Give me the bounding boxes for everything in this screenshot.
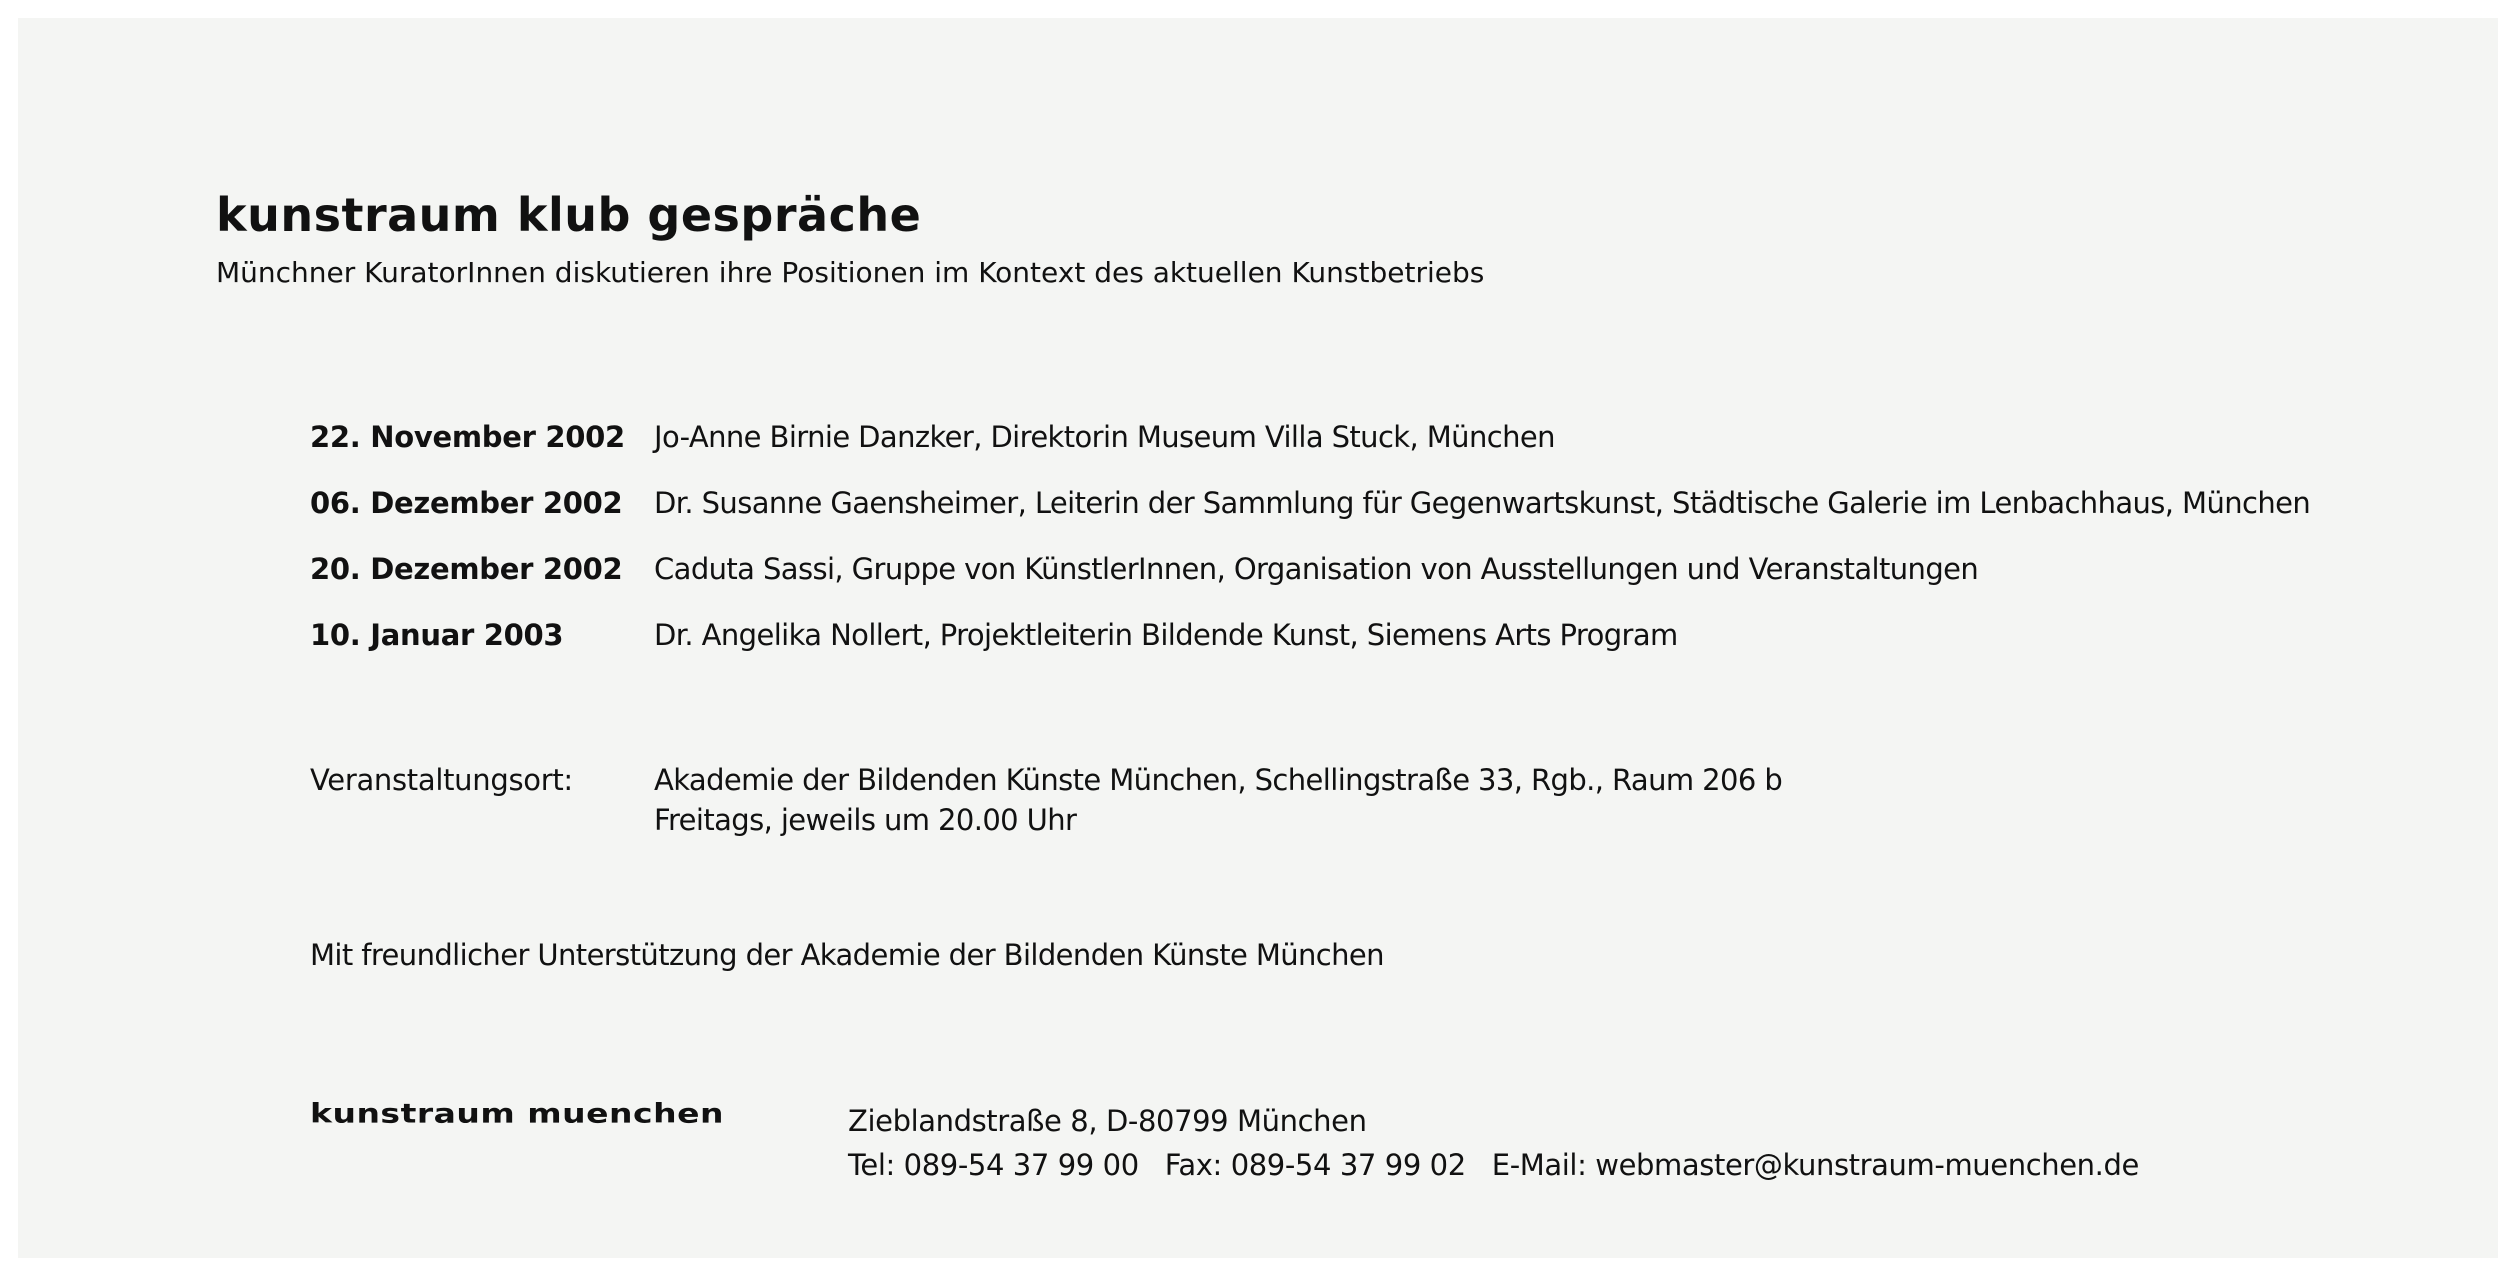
event-speaker: Dr. Angelika Nollert, Projektleiterin Bildende Kunst, Siemens Arts Program: [654, 618, 1678, 652]
venue-time: Freitags, jeweils um 20.00 Uhr: [654, 803, 1077, 837]
footer-contact: [848, 1148, 2139, 1182]
kunstraum-logo: kunstraum muenchen: [310, 1097, 724, 1129]
invitation-card: [18, 18, 2498, 1258]
page-title: kunstraum klub gespräche: [216, 188, 922, 242]
footer-fax: Fax: 089-54 37 99 02: [1164, 1148, 1466, 1182]
footer-email: E-Mail: webmaster@kunstraum-muenchen.de: [1491, 1148, 2139, 1182]
page-subtitle: Münchner KuratorInnen diskutieren ihre Positionen im Kontext des aktuellen Kunstbetriebs: [216, 256, 1485, 289]
event-speaker: Caduta Sassi, Gruppe von KünstlerInnen, Organisation von Ausstellungen und Veranstaltungen: [654, 552, 1979, 586]
event-row: [310, 618, 2410, 662]
footer-address: Zieblandstraße 8, D-80799 München: [848, 1104, 1367, 1138]
event-row: [310, 552, 2410, 596]
event-date: 20. Dezember 2002: [310, 552, 623, 586]
event-row: [310, 486, 2410, 530]
venue-label: Veranstaltungsort:: [310, 763, 573, 797]
event-row: [310, 420, 2410, 464]
event-date: 22. November 2002: [310, 420, 625, 454]
event-date: 06. Dezember 2002: [310, 486, 623, 520]
event-speaker: Jo-Anne Birnie Danzker, Direktorin Museum Villa Stuck, München: [654, 420, 1555, 454]
support-note: Mit freundlicher Unterstützung der Akademie der Bildenden Künste München: [310, 938, 1384, 972]
event-date: 10. Januar 2003: [310, 618, 564, 652]
venue-address: Akademie der Bildenden Künste München, Schellingstraße 33, Rgb., Raum 206 b: [654, 763, 1783, 797]
footer-tel: Tel: 089-54 37 99 00: [848, 1148, 1139, 1182]
event-speaker: Dr. Susanne Gaensheimer, Leiterin der Sammlung für Gegenwartskunst, Städtische Galerie im Lenbachhaus, München: [654, 486, 2311, 520]
